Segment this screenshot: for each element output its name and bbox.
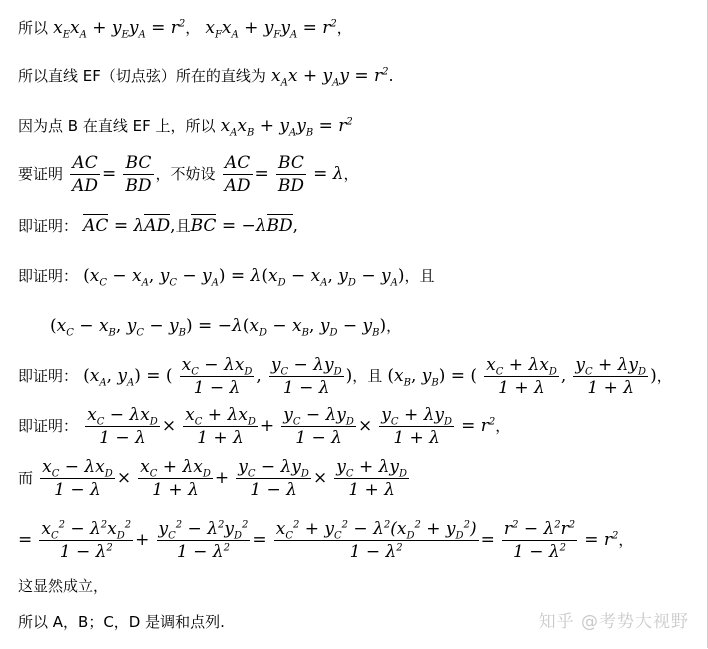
coordinate-line-2: ($x_C - x_B$, $y_C - y_B) = -\lambda(x_D - x_B$, $y_D - y_B$)， [50, 316, 402, 339]
vector-line: 即证明： AC = λAD,且BC = −λBD, [18, 216, 299, 236]
ratio-line: 要证明 $\frac{AC}{AD}$ = $\frac{BC}{BD}$ ，不妨设 $\frac{AC}{AD}$ = $\frac{BC}{BD}$ = λ， [18, 153, 359, 196]
tangent-chord-line: 所以直线 EF（切点弦）所在的直线为 $x_Ax + y_Ay = r^2$. [18, 66, 394, 89]
division-point-line: 即证明： ($x_A$, $y_A$) = ( $\frac{x_C - \lambda x_D}{1 - \lambda}$ , $\frac{y_C - \lambda y_D}{1 - \lambda}$ )，且 ($x_B$, $y_B$) = ( $\frac{x_C + \lambda x_D}{1 + \lambda}$ , $\frac{y_C + \lambda y_D}{1 + \lambda}$ )， [18, 355, 672, 398]
simplification-line: = $\frac{x_C^2 - \lambda^2x_D^2}{1 - \lambda^2}$ + $\frac{y_C^2 - \lambda^2y_D^2}{1 - \lambda^2}$ = $\frac{x_C^2 + y_C^2 - \lambda^2(x_D^2 + y_D^2)}{1 - \lambda^2}$ = $\frac{r^2 - \lambda^2r^2}{1 - \lambda^2}$ = $r^2$， [18, 519, 634, 562]
point-b-line: 因为点 B 在直线 EF 上，所以 $x_Ax_B + y_Ay_B = r^2$ [18, 116, 353, 139]
conclusion-text-1: 这显然成立， [18, 577, 109, 595]
equation-line-1: 所以 $x_Ex_A + y_Ey_A = r^2$， $x_Fx_A + y_Fy_A = r^2$， [18, 18, 352, 41]
zhihu-watermark: 知乎 @考势大视野 [538, 612, 689, 632]
coordinate-line-1: 即证明： ($x_C - x_A$, $y_C - y_A) = \lambda(x_D - x_A$, $y_D - y_A$)，且 [18, 266, 435, 289]
product-equation-line: 即证明： $\frac{x_C - \lambda x_D}{1 - \lambda}$ × $\frac{x_C + \lambda x_D}{1 + \lambda}$ + $\frac{y_C - \lambda y_D}{1 - \lambda}$ × $\frac{y_C + \lambda y_D}{1 + \lambda}$ = $r^2$， [18, 405, 511, 448]
expansion-line: 而 $\frac{x_C - \lambda x_D}{1 - \lambda}$ × $\frac{x_C + \lambda x_D}{1 + \lambda}$ + $\frac{y_C - \lambda y_D}{1 - \lambda}$ × $\frac{y_C + \lambda y_D}{1 + \lambda}$ [18, 457, 408, 500]
conclusion-text-2: 所以 A，B；C，D 是调和点列. [18, 613, 225, 631]
